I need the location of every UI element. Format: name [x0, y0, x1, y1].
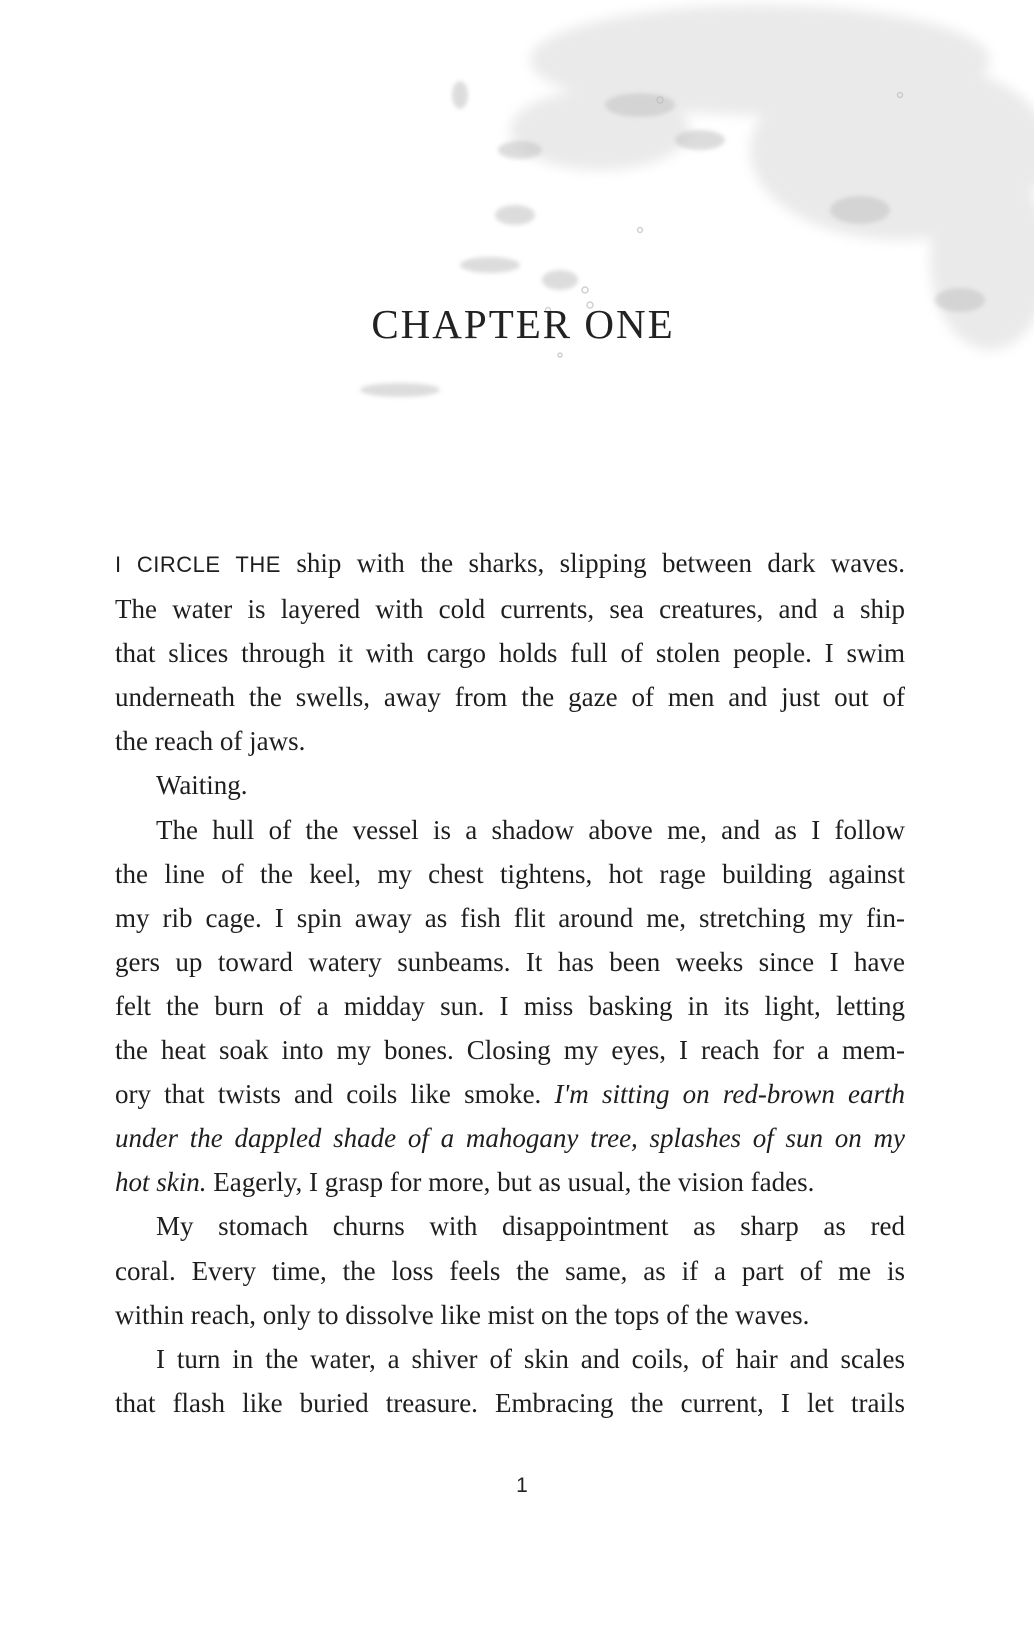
paragraph-2 — [115, 763, 905, 807]
line-text: ship with the sharks, slipping between dark waves. — [296, 548, 906, 578]
italic-text: hot skin. — [115, 1167, 207, 1198]
text-line — [115, 541, 905, 587]
text-line: that slices through it with cargo holds full of stolen people. I swim — [115, 638, 905, 669]
text-line: My stomach churns with disappointment as sharp as red — [156, 1211, 905, 1242]
text-line: The water is layered with cold currents, sea creatures, and a ship — [115, 594, 905, 625]
text-line — [115, 1116, 905, 1160]
watercolor-splash-illustration — [0, 0, 1034, 440]
text-line — [115, 1072, 905, 1116]
text-line: the reach of jaws. — [115, 726, 306, 757]
text-line: my rib cage. I spin away as fish flit around me, stretching my fin- — [115, 902, 905, 933]
paragraph-5 — [115, 1337, 905, 1425]
text-line: the line of the keel, my chest tightens, hot rage building against — [115, 858, 905, 889]
line-text: Eagerly, I grasp for more, but as usual, the vision fades. — [213, 1167, 815, 1198]
text-line: Waiting. — [156, 770, 248, 801]
chapter-title: CHAPTER ONE — [371, 301, 675, 347]
text-line: I turn in the water, a shiver of skin and coils, of hair and scales — [156, 1343, 905, 1374]
text-line: within reach, only to dissolve like mist on the tops of the waves. — [115, 1299, 810, 1330]
text-line: felt the burn of a midday sun. I miss basking in its light, letting — [115, 990, 905, 1021]
italic-text: I'm sitting on red-brown earth — [554, 1079, 906, 1110]
paragraph-3 — [115, 808, 905, 1205]
text-line: that flash like buried treasure. Embracing the current, I let trails — [115, 1387, 905, 1418]
text-line — [115, 1160, 905, 1204]
paragraph-4 — [115, 1204, 905, 1336]
paragraph-1 — [115, 541, 905, 763]
text-line: gers up toward watery sunbeams. It has been weeks since I have — [115, 946, 905, 977]
text-line: The hull of the vessel is a shadow above me, and as I follow — [156, 814, 905, 845]
chapter-body — [115, 541, 905, 1425]
text-line: underneath the swells, away from the gaze of men and just out of — [115, 682, 905, 713]
italic-text: under the dappled shade of a mahogany tree, splashes of sun on my — [115, 1123, 905, 1154]
line-text: ory that twists and coils like smoke. — [115, 1079, 542, 1110]
text-line: the heat soak into my bones. Closing my eyes, I reach for a mem- — [115, 1035, 905, 1066]
text-line: coral. Every time, the loss feels the same, as if a part of me is — [115, 1255, 905, 1286]
opening-small-caps: I CIRCLE THE — [115, 552, 281, 577]
page-number: 1 — [516, 1474, 528, 1497]
